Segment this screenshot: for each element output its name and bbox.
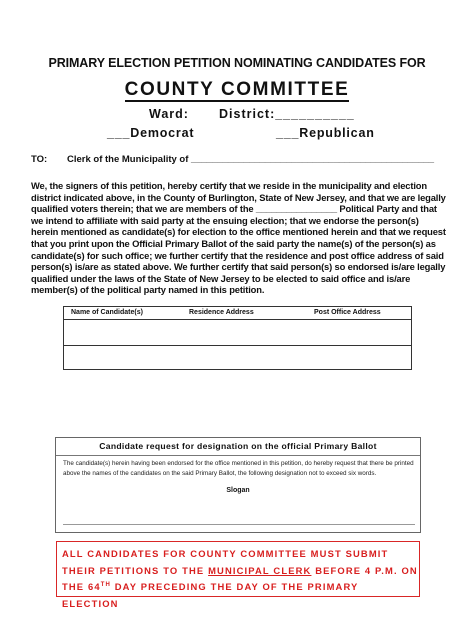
slogan-label: Slogan — [226, 487, 250, 494]
republican-option[interactable]: ___Republican — [276, 126, 375, 140]
designation-text: The candidate(s) herein having been endorsed for the office mentioned in this petition, do hereby request that there be printed above the names of the candidates on the said Primary Ballot, the following designation not to exceed six words. — [63, 460, 414, 477]
county-committee-heading: COUNTY COMMITTEE — [124, 79, 350, 100]
certification-paragraph: We, the signers of this petition, hereby certify that we reside in the municipality and election district indicated above, in the County of Burlington, State of New Jersey, and that we are legally qualified voters therein; that we are members of the ________________ Political Party and that we intend to affiliate with said party at the ensuing election; that we endorse the person(s) herein mentioned as candidate(s) for election to the office mentioned herein and that we request that you print upon the Official Primary Ballot of the said party the name(s) of the person(s) as candidate(s) for such office; we further certify that the residence and post office address of said person(s) is/are as stated above. We further certify that said person(s) so endorsed is/are legally qualified under the laws of the State of New Jersey to be elected to said office and is/are member(s) of the political party named in this petition. — [31, 180, 446, 296]
column-header-residence: Residence Address — [189, 309, 254, 316]
clerk-municipality-field[interactable]: Clerk of the Municipality of ______________________________________________ — [67, 154, 435, 165]
form-title: PRIMARY ELECTION PETITION NOMINATING CANDIDATES FOR — [48, 56, 426, 70]
slogan-field[interactable] — [63, 524, 415, 525]
notice-text: ALL CANDIDATES FOR COUNTY COMMITTEE MUST SUBMIT THEIR PETITIONS TO THE MUNICIPAL CLERK BEFORE 4 P.M. ON THE 64TH DAY PRECEDING THE DAY OF THE PRIMARY ELECTION — [62, 548, 418, 609]
designation-box — [55, 437, 421, 533]
municipal-clerk-text: MUNICIPAL CLERK — [208, 564, 312, 576]
designation-title: Candidate request for designation on the official Primary Ballot — [99, 441, 377, 451]
district-label: District:__________ — [219, 107, 355, 121]
form-subtitle — [0, 79, 474, 102]
column-header-post-office: Post Office Address — [314, 309, 381, 316]
designation-divider — [56, 455, 420, 456]
candidate-table-header — [64, 307, 411, 320]
table-row-divider — [64, 345, 411, 346]
democrat-option[interactable]: ___Democrat — [107, 126, 195, 140]
submission-notice — [56, 541, 420, 609]
to-label: TO: — [31, 154, 48, 165]
candidate-table — [63, 306, 412, 370]
column-header-name: Name of Candidate(s) — [71, 309, 143, 316]
ward-label: Ward: — [149, 107, 189, 121]
ordinal-suffix: TH — [100, 581, 111, 588]
